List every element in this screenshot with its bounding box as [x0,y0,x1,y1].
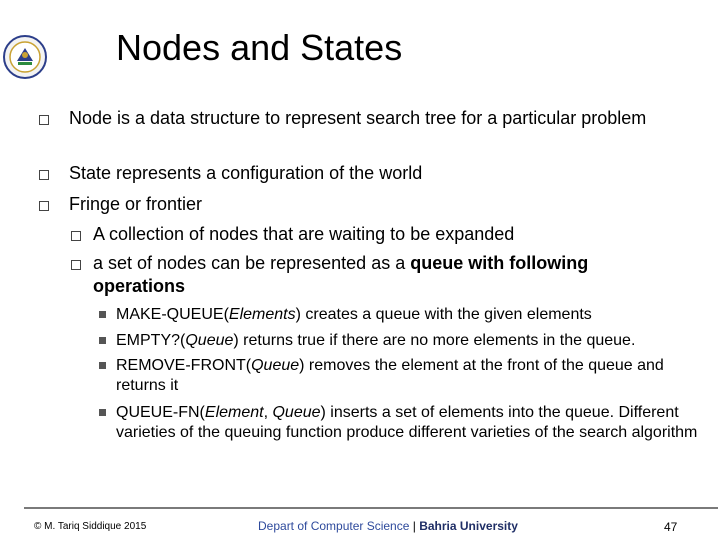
operation-make-queue: MAKE-QUEUE(Elements) creates a queue with the given elements [116,305,706,325]
operation-remove-front: REMOVE-FRONT(Queue) removes the element at the front of the queue and returns it [116,356,706,396]
operation-empty: EMPTY?(Queue) returns true if there are no more elements in the queue. [116,331,706,351]
bullet-node: Node is a data structure to represent search tree for a particular problem [69,107,689,130]
page-title: Nodes and States [116,27,403,68]
footer-author: © M. Tariq Siddique 2015 [34,521,147,532]
bullet-state: State represents a configuration of the world [69,162,689,185]
square-bullet-icon [71,231,81,241]
square-bullet-icon [39,115,49,125]
square-bullet-icon [71,260,81,270]
square-bullet-icon [39,170,49,180]
university-logo [2,34,48,80]
sub-bullet-queue: a set of nodes can be represented as a queue with following operations [93,252,673,298]
footer-department: Depart of Computer Science | Bahria University [258,519,518,533]
operation-queue-fn: QUEUE-FN(Element, Queue) inserts a set of elements into the queue. Different varieties of the queuing function produce different varieties of the search algorithm [116,403,706,443]
filled-square-bullet-icon [99,362,106,369]
square-bullet-icon [39,201,49,211]
sub-bullet-collection: A collection of nodes that are waiting to be expanded [93,223,673,246]
footer-divider [24,507,718,509]
filled-square-bullet-icon [99,337,106,344]
page-number: 47 [664,520,678,534]
filled-square-bullet-icon [99,311,106,318]
bullet-fringe: Fringe or frontier [69,193,689,216]
filled-square-bullet-icon [99,409,106,416]
